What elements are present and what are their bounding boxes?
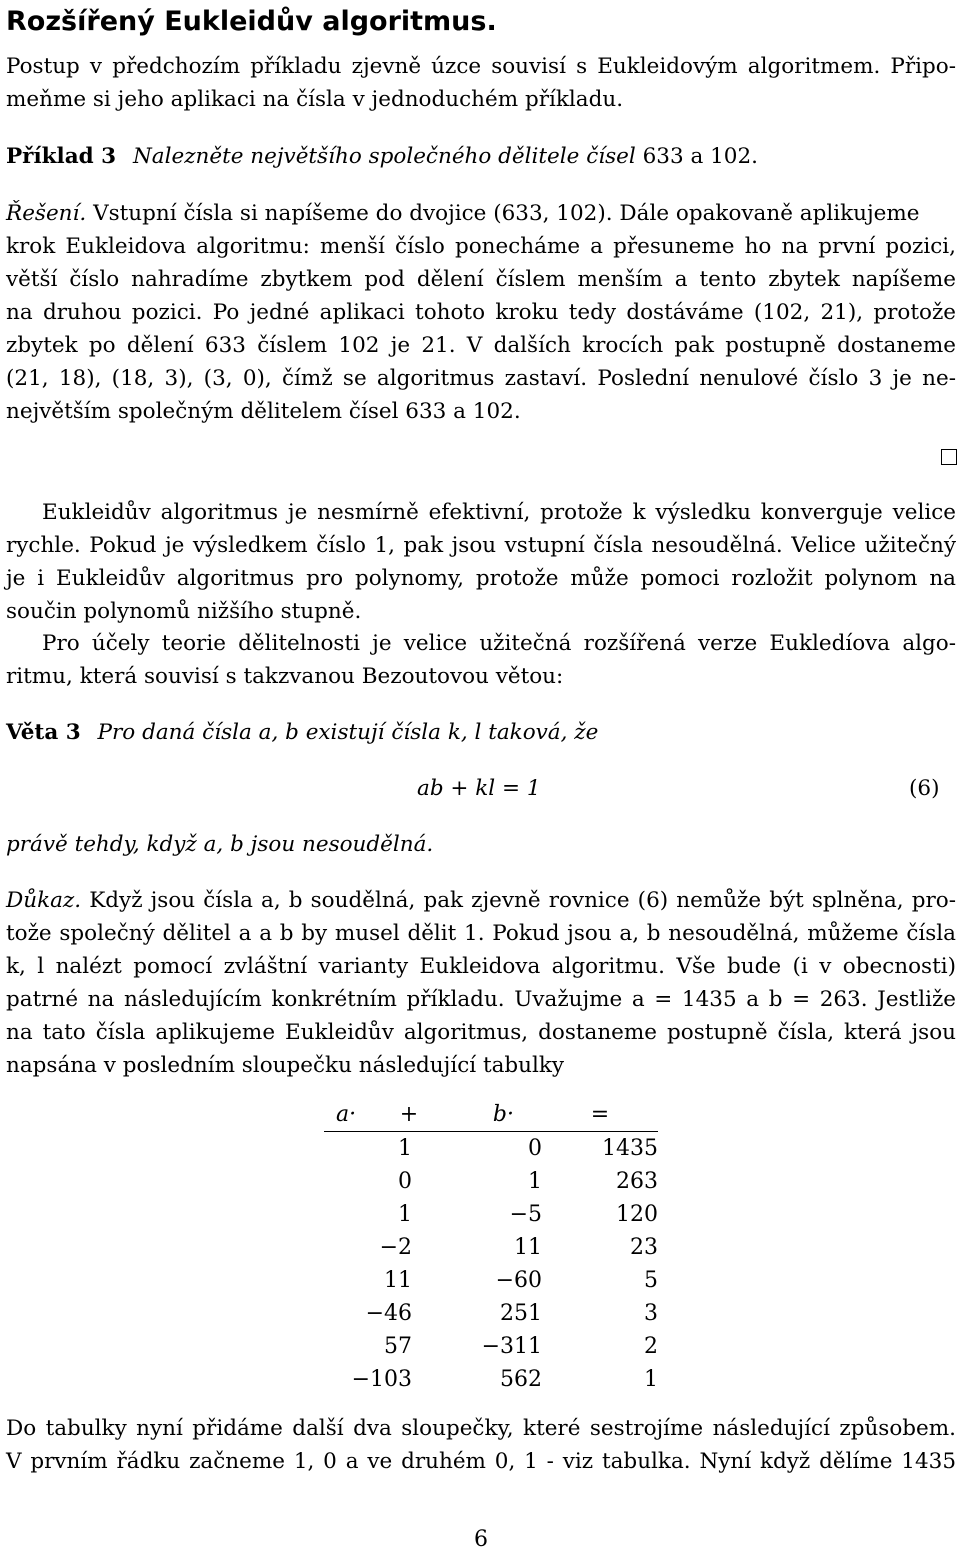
header-plus: + xyxy=(399,1102,419,1127)
closing-line: V prvním řádku začneme 1, 0 a ve druhém 0, 1 - viz tabulka. Nyní když dělíme 1435 xyxy=(6,1449,956,1474)
para1-line: je i Eukleidův algoritmus pro polynomy, protože může pomoci rozložit polynom na xyxy=(6,566,956,591)
header-a: a· xyxy=(336,1102,357,1127)
para1-line: Eukleidův algoritmus je nesmírně efektivní, protože k výsledku konverguje velice xyxy=(42,500,956,525)
solution-line: (21, 18), (18, 3), (3, 0), čímž se algoritmus zastaví. Poslední nenulové číslo 3 je ne- xyxy=(6,366,956,391)
proof-label: Důkaz. xyxy=(6,888,82,913)
solution-line: na druhou pozici. Po jedné aplikaci tohoto kroku tedy dostáváme (102, 21), protože xyxy=(6,300,956,325)
table-cell: 1 xyxy=(644,1367,658,1392)
proof-line: tože společný dělitel a a b by musel dělit 1. Pokud jsou a, b nesoudělná, můžeme čísla xyxy=(6,921,956,946)
table-row xyxy=(324,1165,658,1198)
para2-line: ritmu, která souvisí s takzvanou Bezoutovou větou: xyxy=(6,664,564,689)
table-header-cell xyxy=(324,1098,542,1132)
theorem-statement xyxy=(6,722,598,744)
solution-line: větší číslo nahradíme zbytkem pod dělení číslem menším a tento zbytek napíšeme xyxy=(6,267,956,292)
table-row xyxy=(324,1264,658,1297)
proof-line: k, l nalézt pomocí zvláštní varianty Eukleidova algoritmu. Vše bude (i v obecnosti) xyxy=(6,954,956,979)
table-row xyxy=(324,1231,658,1264)
table-row xyxy=(324,1297,658,1330)
para1-line: rychle. Pokud je výsledkem číslo 1, pak jsou vstupní čísla nesoudělná. Velice užitečný xyxy=(6,533,956,558)
intro-line-1: Postup v předchozím příkladu zjevně úzce souvisí s Eukleidovým algoritmem. Připo- xyxy=(6,54,956,79)
header-equals: = xyxy=(542,1098,658,1132)
solution-label: Řešení. xyxy=(6,201,87,226)
intro-line-2: meňme si jeho aplikaci na čísla v jednoduchém příkladu. xyxy=(6,87,624,112)
para1-line: součin polynomů nižšího stupně. xyxy=(6,599,362,624)
proof-first-text: Když jsou čísla a, b soudělná, pak zjevně rovnice (6) nemůže být splněna, pro- xyxy=(89,888,956,913)
qed-square-icon xyxy=(941,449,957,465)
table-cell: 263 xyxy=(616,1169,658,1194)
theorem-tail: právě tehdy, když a, b jsou nesoudělná. xyxy=(6,832,434,857)
closing-line: Do tabulky nyní přidáme další dva sloupečky, které sestrojíme následující způsobem. xyxy=(6,1416,956,1441)
proof-line: napsána v posledním sloupečku následující tabulky xyxy=(6,1053,565,1078)
table-cell: 251 xyxy=(500,1301,542,1326)
theorem-text: Pro daná čísla a, b existují čísla k, l taková, že xyxy=(97,720,599,745)
table-row xyxy=(324,1198,658,1231)
table-cell: 1 xyxy=(528,1169,542,1194)
proof-line: patrné na následujícím konkrétním příkladu. Uvažujme a = 1435 a b = 263. Jestliže xyxy=(6,987,956,1012)
table-cell: 0 xyxy=(398,1169,412,1194)
table-cell: 11 xyxy=(514,1235,542,1260)
header-b: b· xyxy=(492,1102,514,1127)
proof-first-line xyxy=(6,890,956,912)
example-label: Příklad 3 xyxy=(6,144,117,169)
euclid-table xyxy=(324,1098,658,1396)
table-cell: −311 xyxy=(481,1334,542,1359)
equation-number: (6) xyxy=(909,776,940,801)
example-numbers: 633 a 102. xyxy=(642,144,759,169)
table-cell: 3 xyxy=(644,1301,658,1326)
table-cell: 2 xyxy=(644,1334,658,1359)
table-cell: 1435 xyxy=(602,1136,658,1161)
table-cell: 5 xyxy=(644,1268,658,1293)
table-cell: 562 xyxy=(500,1367,542,1392)
table-cell: −103 xyxy=(351,1367,412,1392)
table-cell: 23 xyxy=(630,1235,658,1260)
example-text: Nalezněte největšího společného dělitele čísel xyxy=(132,144,636,169)
table-row xyxy=(324,1330,658,1363)
equation: ab + kl = 1 xyxy=(417,776,541,801)
section-title: Rozšířený Eukleidův algoritmus. xyxy=(6,6,497,37)
table-cell: −5 xyxy=(509,1202,542,1227)
table-cell: −46 xyxy=(365,1301,412,1326)
solution-line: krok Eukleidova algoritmu: menší číslo ponecháme a přesuneme ho na první pozici, xyxy=(6,234,956,259)
example-statement xyxy=(6,146,758,168)
solution-line: zbytek po dělení 633 číslem 102 je 21. V dalších krocích pak postupně dostaneme xyxy=(6,333,956,358)
table-cell: 57 xyxy=(384,1334,412,1359)
table-cell: −60 xyxy=(495,1268,542,1293)
table-header-row xyxy=(324,1098,658,1132)
table-cell: 1 xyxy=(398,1202,412,1227)
solution-line: největším společným dělitelem čísel 633 a 102. xyxy=(6,399,521,424)
table-cell: 0 xyxy=(528,1136,542,1161)
page-number: 6 xyxy=(474,1527,488,1552)
theorem-label: Věta 3 xyxy=(6,720,81,745)
table-cell: −2 xyxy=(379,1235,412,1260)
para2-line: Pro účely teorie dělitelnosti je velice užitečná rozšířená verze Eukledíova algo- xyxy=(42,631,956,656)
table-cell: 1 xyxy=(398,1136,412,1161)
solution-first-line xyxy=(6,203,919,225)
table-cell: 120 xyxy=(616,1202,658,1227)
table-cell: 11 xyxy=(384,1268,412,1293)
table-row xyxy=(324,1363,658,1396)
solution-first-text: Vstupní čísla si napíšeme do dvojice (633, 102). Dále opakovaně aplikujeme xyxy=(93,201,920,226)
table-row xyxy=(324,1132,658,1166)
proof-line: na tato čísla aplikujeme Eukleidův algoritmus, dostaneme postupně čísla, která jsou xyxy=(6,1020,956,1045)
